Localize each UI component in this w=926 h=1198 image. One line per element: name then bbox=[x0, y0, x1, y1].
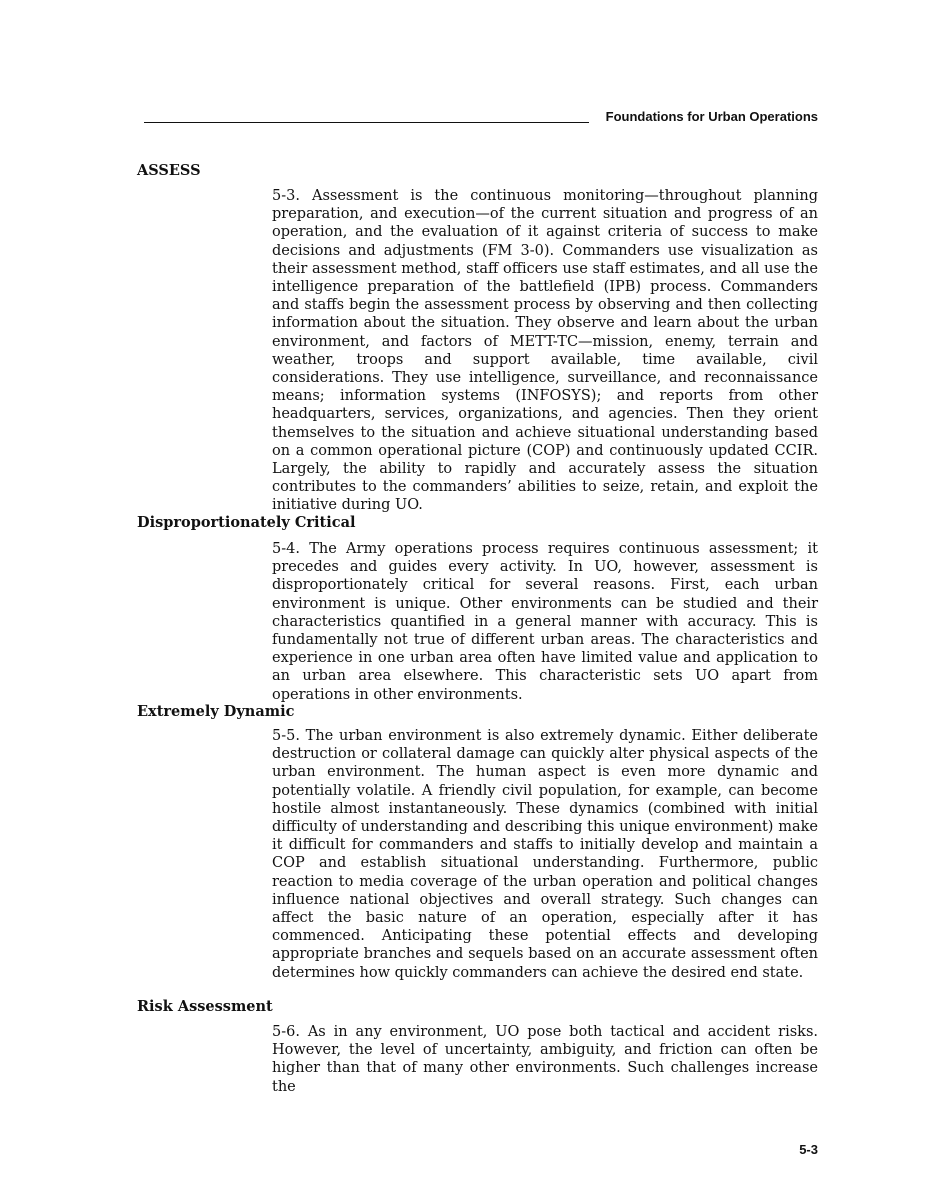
subheading-disproportionately-critical: Disproportionately Critical bbox=[137, 514, 356, 531]
subheading-extremely-dynamic: Extremely Dynamic bbox=[137, 703, 295, 720]
subheading-risk-assessment: Risk Assessment bbox=[137, 998, 273, 1015]
section-heading-assess: ASSESS bbox=[137, 162, 201, 179]
paragraph-5-4: 5-4. The Army operations process requires continuous assessment; it precedes and guides every activity. In UO, however, assessment is disproportionately critical for several reasons. First, each urban environment is unique. Other environments can be studied and their characteristics quantified in a general manner with accuracy. This is fundamentally not true of different urban areas. The characteristics and experience in one urban area often have limited value and application to an urban area elsewhere. This characteristic sets UO apart from operations in other environments. bbox=[272, 541, 818, 703]
page-number: 5-3 bbox=[799, 1142, 818, 1157]
paragraph-5-3: 5-3. Assessment is the continuous monitoring—throughout planning preparation, and execution—of the current situation and progress of an operation, and the evaluation of it against criteria of success to make decisions and adjustments (FM 3-0). Commanders use visualization as their assessment method, staff officers use staff estimates, and all use the intelligence preparation of the battlefield (IPB) process. Commanders and staffs begin the assessment process by observing and then collecting information about the situation. They observe and learn about the urban environment, and factors of METT-TC—mission, enemy, terrain and weather, troops and support available, time available, civil considerations. They use intelligence, surveillance, and reconnaissance means; information systems (INFOSYS); and reports from other headquarters, services, organizations, and agencies. Then they orient themselves to the situation and achieve situational understanding based on a common operational picture (COP) and continuously updated CCIR. Largely, the ability to rapidly and accurately assess the situation contributes to the commanders’ abilities to seize, retain, and exploit the initiative during UO. bbox=[272, 188, 818, 514]
paragraph-5-5: 5-5. The urban environment is also extremely dynamic. Either deliberate destruction or collateral damage can quickly alter physical aspects of the urban environment. The human aspect is even more dynamic and potentially volatile. A friendly civil population, for example, can become hostile almost instantaneously. These dynamics (combined with initial difficulty of understanding and describing this unique environment) make it difficult for commanders and staffs to initially develop and maintain a COP and establish situational understanding. Furthermore, public reaction to media coverage of the urban operation and political changes influence national objectives and overall strategy. Such changes can affect the basic nature of an operation, especially after it has commenced. Anticipating these potential effects and developing appropriate branches and sequels based on an accurate assessment often determines how quickly commanders can achieve the desired end state. bbox=[272, 728, 818, 981]
running-title: Foundations for Urban Operations bbox=[605, 109, 818, 124]
paragraph-5-6: 5-6. As in any environment, UO pose both tactical and accident risks. However, the level of uncertainty, ambiguity, and friction can often be higher than that of many other environments. Such challenges increase the bbox=[272, 1024, 818, 1095]
header-rule bbox=[144, 122, 589, 123]
